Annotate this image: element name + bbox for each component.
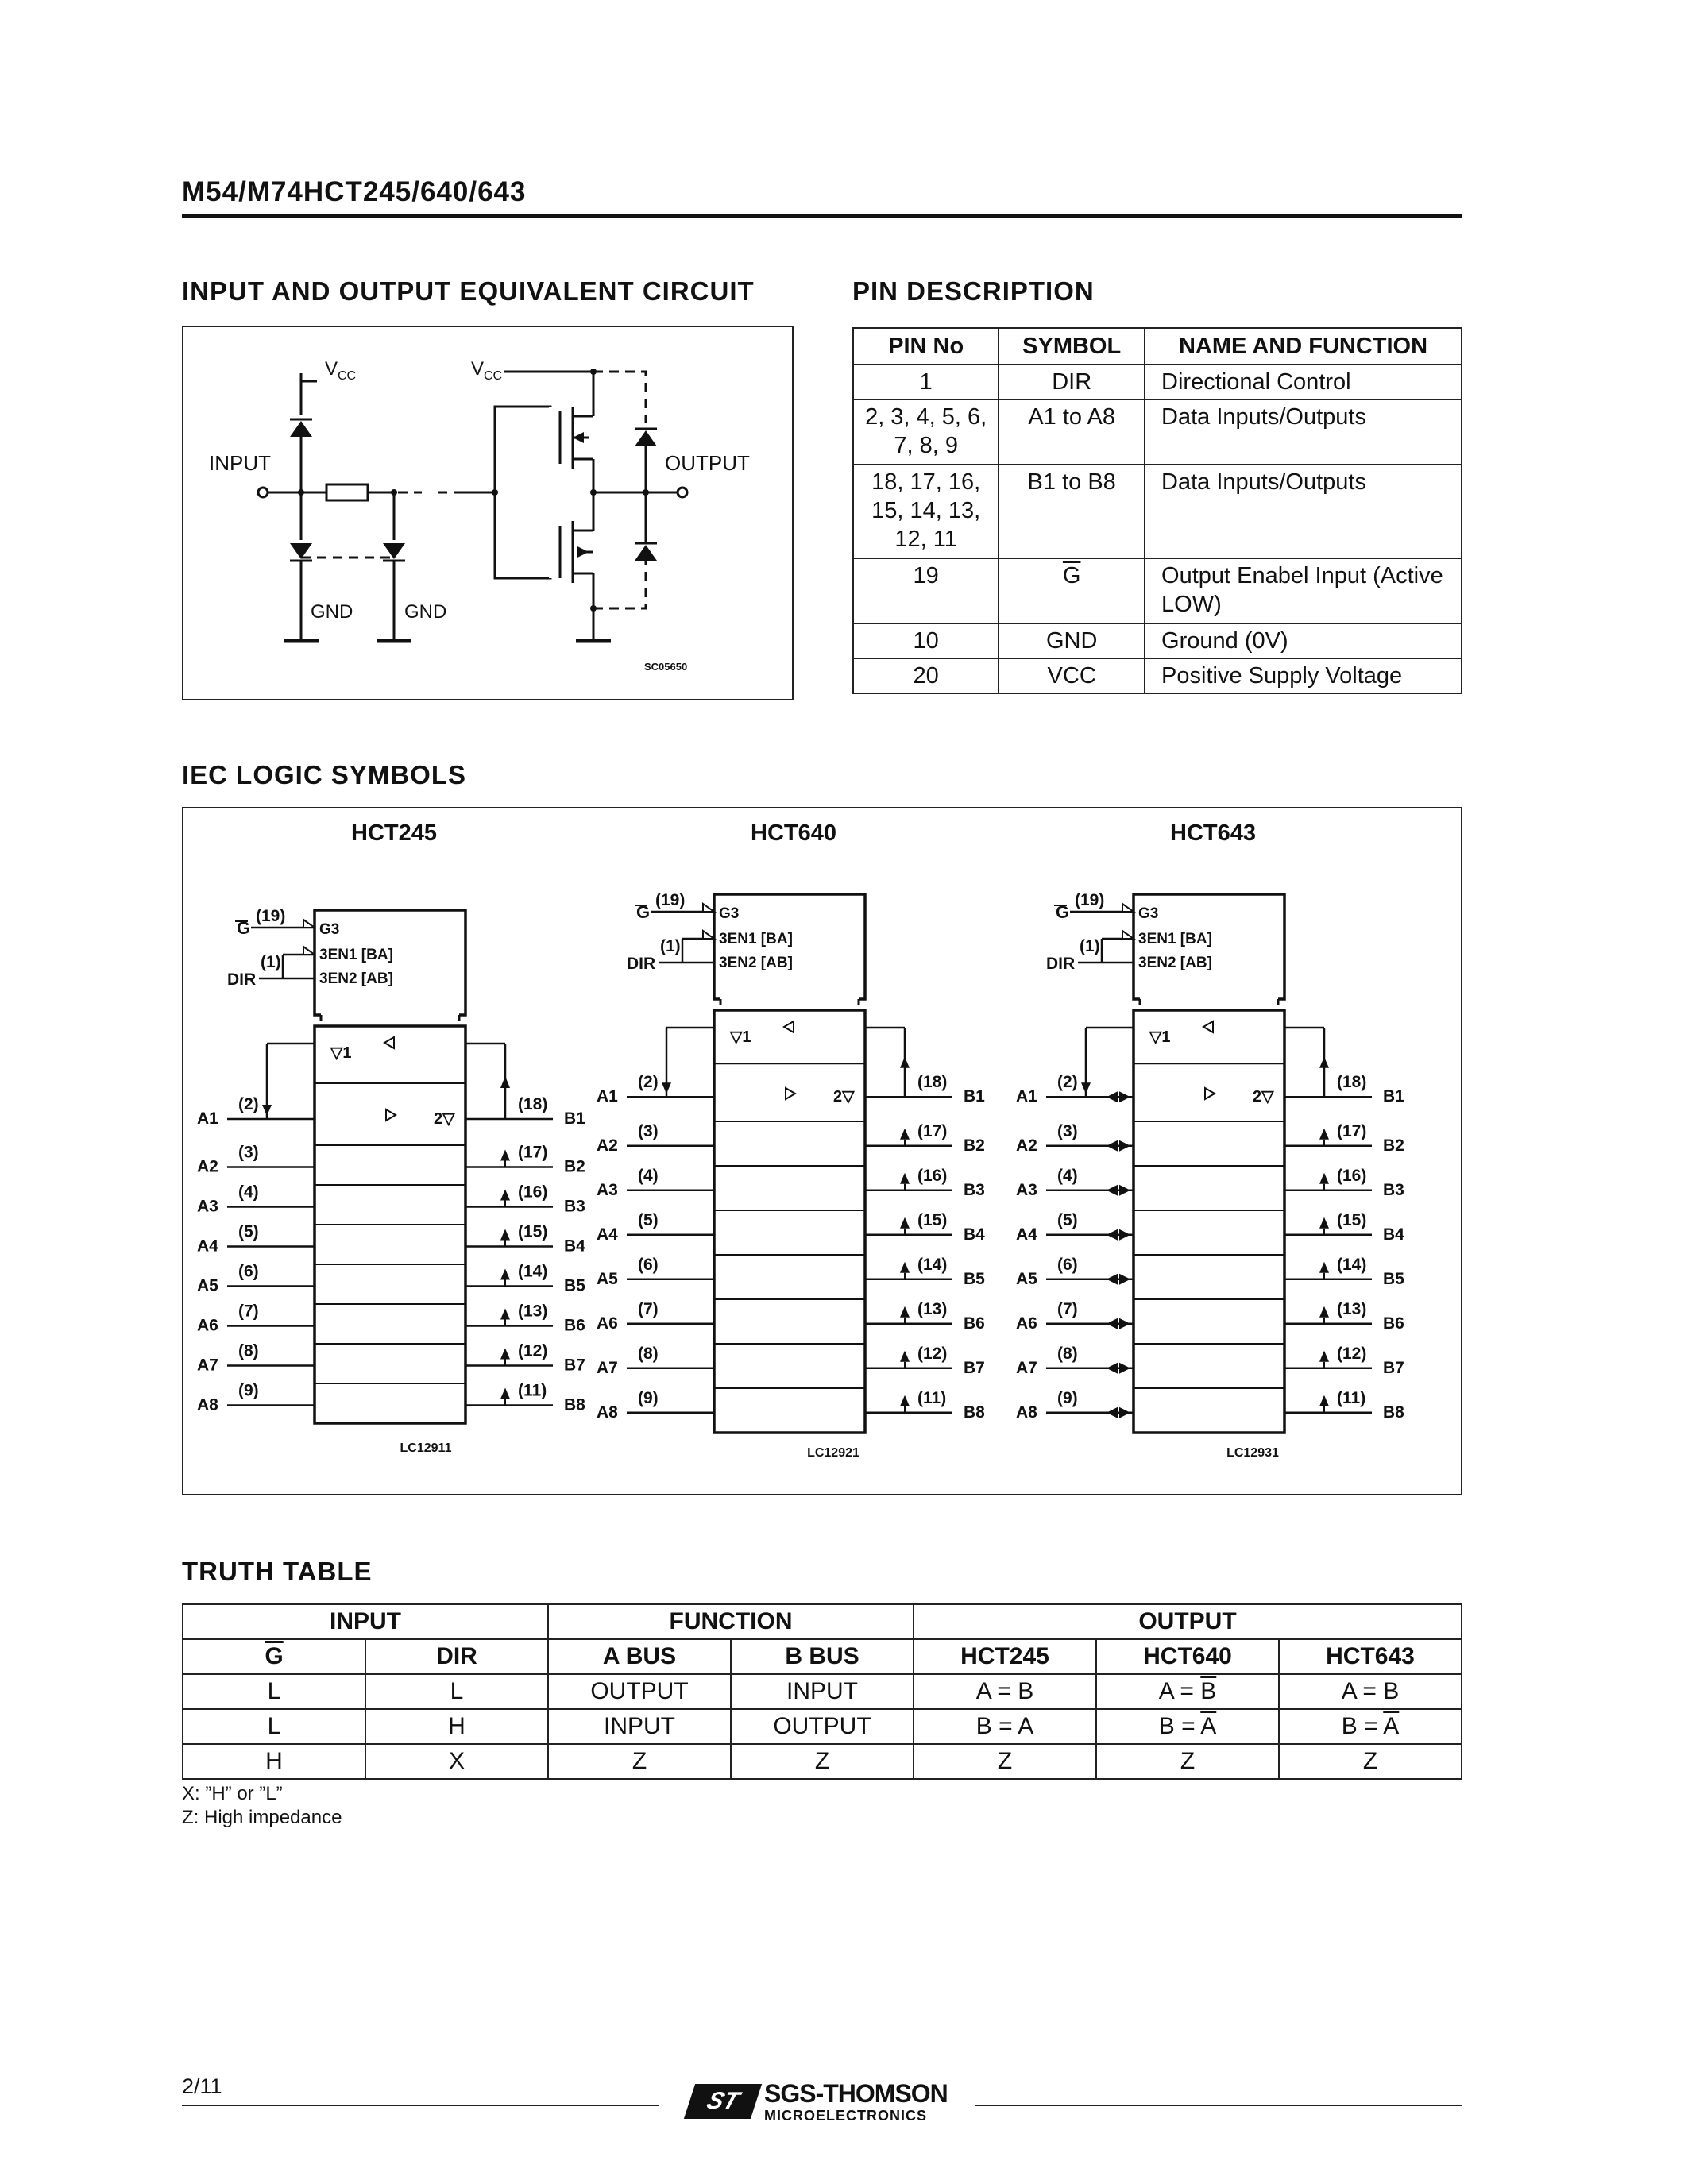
a-pin: (8) [1057, 1344, 1078, 1363]
b-pin: (17) [1337, 1121, 1367, 1140]
table-row [183, 1709, 1462, 1744]
st-logo-icon: ST [684, 2084, 762, 2119]
g-input-label: G [1056, 902, 1070, 922]
arrow-a-in [1107, 1274, 1118, 1285]
arrow-b [900, 1129, 910, 1140]
arrow-a1 [262, 1105, 272, 1116]
arrow-a-in [1107, 1091, 1118, 1102]
arrow-b [900, 1217, 910, 1229]
g3-label: G3 [1138, 905, 1159, 922]
a-pin: (5) [1057, 1210, 1078, 1229]
vcc-label-2: V [471, 358, 485, 380]
page-number: 2/11 [182, 2074, 222, 2098]
a-pin: (2) [238, 1095, 259, 1113]
arrow-b [900, 1351, 910, 1362]
a-label: A3 [1016, 1180, 1037, 1199]
dir-pin: (1) [261, 953, 281, 971]
arrow-b [1319, 1173, 1329, 1184]
arrow-b [500, 1229, 510, 1241]
en2-label: 3EN2 [AB] [1138, 955, 1212, 971]
pin-table-header [853, 328, 1462, 365]
page-title: M54/M74HCT245/640/643 [182, 176, 527, 207]
g-pin: (19) [655, 891, 686, 909]
b-label: B2 [964, 1136, 985, 1155]
g-pin: (19) [256, 907, 286, 925]
a-pin: (7) [638, 1299, 659, 1318]
table-row [853, 558, 1462, 623]
equiv-circuit-box [182, 326, 794, 700]
b-pin: (16) [917, 1166, 948, 1185]
a-label: A6 [597, 1314, 618, 1333]
control-notch [720, 996, 859, 1005]
data-block [714, 1010, 865, 1433]
a-label: A5 [197, 1276, 218, 1295]
arrow-a-out [1119, 1229, 1130, 1241]
symbol-col-header: SYMBOL [999, 328, 1145, 365]
a-pin: (8) [238, 1341, 259, 1360]
table-row [183, 1674, 1462, 1709]
g-input-label: G [237, 918, 251, 938]
b-label: B5 [1383, 1269, 1404, 1288]
a-pin: (7) [1057, 1299, 1078, 1318]
a-pin: (3) [1057, 1121, 1078, 1140]
b-pin: (13) [1337, 1299, 1367, 1318]
b-pin: (18) [917, 1073, 948, 1092]
cell: B = A [914, 1709, 1096, 1744]
arrow-a1 [1081, 1082, 1091, 1094]
name-cell: Directional Control [1145, 365, 1462, 399]
arrow-b [900, 1262, 910, 1273]
arrow-b [500, 1269, 510, 1280]
note-z: Z: High impedance [182, 1807, 342, 1828]
b-pin: (16) [518, 1183, 548, 1202]
b-label: B1 [564, 1109, 585, 1128]
arrow-a-in [1107, 1318, 1118, 1329]
footer-rule-left [182, 2105, 659, 2106]
b-pin: (11) [917, 1388, 947, 1407]
cell: L [183, 1674, 365, 1709]
table-row [853, 623, 1462, 658]
cell: INPUT [548, 1709, 731, 1744]
pin-cell: 18, 17, 16, 15, 14, 13, 12, 11 [853, 465, 999, 558]
col-a-bus: A BUS [548, 1639, 731, 1674]
a-label: A8 [197, 1395, 218, 1414]
cell: A = B [914, 1674, 1096, 1709]
table-row [853, 399, 1462, 465]
footer-brand: SGS-THOMSON [764, 2079, 948, 2108]
cell: Z [1096, 1744, 1279, 1779]
equiv-circuit-title: INPUT AND OUTPUT EQUIVALENT CIRCUIT [182, 276, 755, 306]
arrow-b1 [900, 1057, 910, 1068]
cell: A = B [1279, 1674, 1462, 1709]
equiv-circuit-diagram [183, 327, 792, 699]
pin-description-title: PIN DESCRIPTION [852, 276, 1095, 306]
iec-box [182, 807, 1462, 1495]
col-hct245: HCT245 [914, 1639, 1096, 1674]
g-input-label: G [636, 902, 651, 922]
a-pin: (5) [238, 1222, 259, 1241]
b-pin: (14) [917, 1255, 948, 1274]
arrow-b [1319, 1306, 1329, 1318]
truth-table [182, 1603, 1462, 1780]
b-pin: (11) [518, 1381, 547, 1400]
b-label: B2 [1383, 1136, 1404, 1155]
a-pin: (6) [638, 1255, 659, 1274]
b-pin: (14) [518, 1262, 548, 1281]
gnd-label-1: GND [311, 601, 353, 623]
col-hct640: HCT640 [1096, 1639, 1279, 1674]
footer-rule-right [975, 2105, 1462, 2106]
cell: $B = \overline{A}$ [1279, 1709, 1462, 1744]
en1-label: 3EN1 [BA] [319, 947, 393, 963]
b-label: B3 [564, 1197, 585, 1216]
a-label: A2 [1016, 1136, 1037, 1155]
a-label: A7 [597, 1358, 618, 1377]
iec-block-title: HCT643 [1170, 820, 1256, 846]
col-b-bus: B BUS [731, 1639, 914, 1674]
name-col-header: NAME AND FUNCTION [1145, 328, 1462, 365]
b-pin: (15) [518, 1222, 548, 1241]
g-overline-symbol: $\overline{G}$ [1062, 563, 1081, 588]
arrow-b1 [500, 1076, 510, 1088]
a-pin: (2) [1057, 1073, 1078, 1092]
neg-indicator [303, 947, 315, 955]
footer-brand-sub: MICROELECTRONICS [764, 2108, 927, 2124]
b-pin: (16) [1337, 1166, 1367, 1185]
arrow-b [500, 1309, 510, 1320]
cell: OUTPUT [731, 1709, 914, 1744]
tri-state-1: ▽1 [330, 1044, 352, 1062]
g3-label: G3 [719, 905, 740, 922]
a-pin: (6) [238, 1262, 259, 1281]
name-cell: Data Inputs/Outputs [1145, 465, 1462, 558]
symbol-cell: DIR [999, 365, 1145, 399]
name-cell: Ground (0V) [1145, 623, 1462, 658]
g-pin: (19) [1075, 891, 1105, 909]
b-label: B7 [1383, 1358, 1404, 1377]
a-label: A6 [1016, 1314, 1037, 1333]
a-label: A1 [597, 1087, 618, 1106]
b-label: B7 [564, 1356, 585, 1375]
a-pin: (9) [1057, 1388, 1078, 1407]
cell: $B = \overline{A}$ [1096, 1709, 1279, 1744]
name-cell: Positive Supply Voltage [1145, 658, 1462, 693]
iec-logic-diagram [183, 808, 1461, 1494]
b-label: B1 [964, 1087, 985, 1106]
a-label: A5 [597, 1269, 618, 1288]
vcc-label-1: V [325, 358, 338, 380]
arrow-b [500, 1388, 510, 1399]
dir-label: DIR [1046, 955, 1076, 973]
col-hct643: HCT643 [1279, 1639, 1462, 1674]
g3-label: G3 [319, 921, 340, 938]
truth-col-row [183, 1639, 1462, 1674]
en1-label: 3EN1 [BA] [1138, 931, 1212, 947]
group-function: FUNCTION [548, 1604, 914, 1639]
vcc-sub-1: CC [338, 369, 357, 383]
b-label: B3 [1383, 1180, 1404, 1199]
truth-group-row [183, 1604, 1462, 1639]
iec-code: LC12931 [1226, 1446, 1279, 1460]
cell: INPUT [731, 1674, 914, 1709]
a-pin: (3) [238, 1143, 259, 1162]
col-dir: DIR [365, 1639, 548, 1674]
arrow-a-in [1107, 1140, 1118, 1152]
neg-indicator [703, 904, 714, 912]
b-pin: (17) [518, 1143, 548, 1162]
arrow-b [1319, 1351, 1329, 1362]
truth-table-title: TRUTH TABLE [182, 1557, 373, 1586]
arrow-b [1319, 1262, 1329, 1273]
neg-indicator [1122, 931, 1134, 939]
dir-pin: (1) [1080, 937, 1100, 955]
col-g [183, 1639, 365, 1674]
a-pin: (9) [638, 1388, 659, 1407]
pin-cell: 20 [853, 658, 999, 693]
cell: H [365, 1709, 548, 1744]
arrow-a-in [1107, 1229, 1118, 1241]
tri-state-1: ▽1 [1149, 1028, 1171, 1046]
a-label: A4 [1016, 1225, 1037, 1244]
cell: Z [731, 1744, 914, 1779]
arrow-a1 [662, 1082, 671, 1094]
a-pin: (4) [238, 1183, 259, 1202]
en2-label: 3EN2 [AB] [319, 970, 393, 987]
diode-lower-right [635, 545, 657, 561]
arrow-b [500, 1150, 510, 1161]
en1-label: 3EN1 [BA] [719, 931, 793, 947]
a-label: A7 [1016, 1358, 1037, 1377]
neg-indicator [703, 931, 714, 939]
cell: X [365, 1744, 548, 1779]
cell: Z [1279, 1744, 1462, 1779]
b-label: B4 [564, 1237, 585, 1256]
b-label: B3 [964, 1180, 985, 1199]
cell: OUTPUT [548, 1674, 731, 1709]
a-pin: (7) [238, 1302, 259, 1321]
pin-cell: 10 [853, 623, 999, 658]
table-row [853, 465, 1462, 558]
arrow-a-in [1107, 1363, 1118, 1374]
arrow-a-out [1119, 1274, 1130, 1285]
arrow-b [1319, 1129, 1329, 1140]
name-cell: Data Inputs/Outputs [1145, 399, 1462, 465]
b-pin: (12) [518, 1341, 548, 1360]
a-label: A5 [1016, 1269, 1037, 1288]
a-label: A1 [197, 1109, 218, 1128]
dir-label: DIR [227, 970, 257, 989]
a-label: A4 [197, 1237, 218, 1256]
circuit-code: SC05650 [644, 661, 688, 673]
b-label: B8 [964, 1403, 985, 1422]
iec-code: LC12911 [400, 1441, 452, 1455]
b-pin: (18) [518, 1095, 548, 1113]
b-pin: (12) [917, 1344, 948, 1363]
table-row [853, 365, 1462, 399]
a-pin: (6) [1057, 1255, 1078, 1274]
en2-label: 3EN2 [AB] [719, 955, 793, 971]
header-rule [182, 214, 1462, 218]
arrow-a-out [1119, 1407, 1130, 1418]
a-label: A8 [1016, 1403, 1037, 1422]
arrow-a-in [1107, 1185, 1118, 1196]
arrow-b [900, 1395, 910, 1406]
cell: L [365, 1674, 548, 1709]
b-pin: (13) [917, 1299, 948, 1318]
name-cell: Output Enabel Input (Active LOW) [1145, 558, 1462, 623]
cell: L [183, 1709, 365, 1744]
pin-cell: 19 [853, 558, 999, 623]
a-pin: (8) [638, 1344, 659, 1363]
symbol-cell: VCC [999, 658, 1145, 693]
a-pin: (5) [638, 1210, 659, 1229]
b-label: B8 [1383, 1403, 1404, 1422]
a-label: A3 [197, 1197, 218, 1216]
pin-cell: 2, 3, 4, 5, 6, 7, 8, 9 [853, 399, 999, 465]
gnd-label-2: GND [404, 601, 447, 623]
b-pin: (15) [917, 1210, 948, 1229]
b-label: B2 [564, 1157, 585, 1176]
arrow-a-out [1119, 1318, 1130, 1329]
symbol-cell: A1 to A8 [999, 399, 1145, 465]
diode-upper-left [290, 421, 312, 437]
a-label: A1 [1016, 1087, 1037, 1106]
vcc-sub-2: CC [484, 369, 503, 383]
a-label: A7 [197, 1356, 218, 1375]
b-pin: (18) [1337, 1073, 1367, 1092]
b-pin: (12) [1337, 1344, 1367, 1363]
b-label: B6 [564, 1316, 585, 1335]
b-label: B4 [1383, 1225, 1404, 1244]
neg-indicator [303, 920, 315, 928]
a-label: A3 [597, 1180, 618, 1199]
arrow-b [1319, 1217, 1329, 1229]
cell: $A = \overline{B}$ [1096, 1674, 1279, 1709]
a-pin: (9) [238, 1381, 259, 1400]
cell: Z [914, 1744, 1096, 1779]
b-label: B7 [964, 1358, 985, 1377]
b-label: B5 [564, 1276, 585, 1295]
control-notch [321, 1012, 459, 1021]
dir-pin: (1) [660, 937, 681, 955]
symbol-cell: B1 to B8 [999, 465, 1145, 558]
iec-block-title: HCT245 [351, 820, 437, 846]
iec-block-title: HCT640 [751, 820, 836, 846]
b-pin: (14) [1337, 1255, 1367, 1274]
complement-mark: $\overline{A}$ [1383, 1713, 1400, 1739]
b-label: B5 [964, 1269, 985, 1288]
b-label: B6 [964, 1314, 985, 1333]
table-row [183, 1744, 1462, 1779]
table-row [853, 658, 1462, 693]
b-label: B8 [564, 1395, 585, 1414]
tri-state-2: 2▽ [434, 1110, 455, 1128]
arrow-a-out [1119, 1363, 1130, 1374]
a-pin: (4) [638, 1166, 659, 1185]
tri-state-2: 2▽ [833, 1088, 855, 1106]
complement-mark: $\overline{A}$ [1200, 1713, 1217, 1739]
pin-description-table [852, 327, 1462, 694]
note-x: X: ”H” or ”L” [182, 1783, 283, 1804]
a-label: A2 [597, 1136, 618, 1155]
pin-cell: 1 [853, 365, 999, 399]
data-block [1134, 1010, 1284, 1433]
a-pin: (3) [638, 1121, 659, 1140]
arrow-b [500, 1349, 510, 1360]
a-pin: (4) [1057, 1166, 1078, 1185]
tri-state-2: 2▽ [1253, 1088, 1274, 1106]
b-pin: (15) [1337, 1210, 1367, 1229]
diode-upper-right [635, 430, 657, 446]
b-pin: (11) [1337, 1388, 1366, 1407]
cell: H [183, 1744, 365, 1779]
arrow-a-out [1119, 1185, 1130, 1196]
tri-state-1: ▽1 [730, 1028, 751, 1046]
iec-title: IEC LOGIC SYMBOLS [182, 760, 467, 789]
b-label: B4 [964, 1225, 985, 1244]
group-output: OUTPUT [914, 1604, 1462, 1639]
b-label: B1 [1383, 1087, 1404, 1106]
b-label: B6 [1383, 1314, 1404, 1333]
arrow-a-out [1119, 1140, 1130, 1152]
arrow-b [900, 1306, 910, 1318]
arrow-b [900, 1173, 910, 1184]
resistor [326, 484, 368, 500]
arrow-b [1319, 1395, 1329, 1406]
output-label: OUTPUT [665, 451, 750, 475]
pin-col-header: PIN No [853, 328, 999, 365]
b-pin: (17) [917, 1121, 948, 1140]
neg-indicator [1122, 904, 1134, 912]
input-label: INPUT [209, 451, 271, 475]
arrow-a-in [1107, 1407, 1118, 1418]
a-pin: (2) [638, 1073, 659, 1092]
complement-mark: $\overline{B}$ [1200, 1678, 1217, 1704]
arrow-a-out [1119, 1091, 1130, 1102]
symbol-cell [999, 558, 1145, 623]
iec-code: LC12921 [807, 1446, 859, 1460]
gate-bracket [495, 407, 550, 578]
symbol-cell: GND [999, 623, 1145, 658]
arrow-b [500, 1190, 510, 1201]
a-label: A6 [197, 1316, 218, 1335]
group-input: INPUT [183, 1604, 548, 1639]
a-label: A4 [597, 1225, 618, 1244]
control-notch [1140, 996, 1278, 1005]
col-g-text: $\overline{G}$ [265, 1643, 284, 1669]
cell: Z [548, 1744, 731, 1779]
b-pin: (13) [518, 1302, 548, 1321]
arrow-b1 [1319, 1057, 1329, 1068]
a-label: A2 [197, 1157, 218, 1176]
dir-label: DIR [627, 955, 656, 973]
a-label: A8 [597, 1403, 618, 1422]
